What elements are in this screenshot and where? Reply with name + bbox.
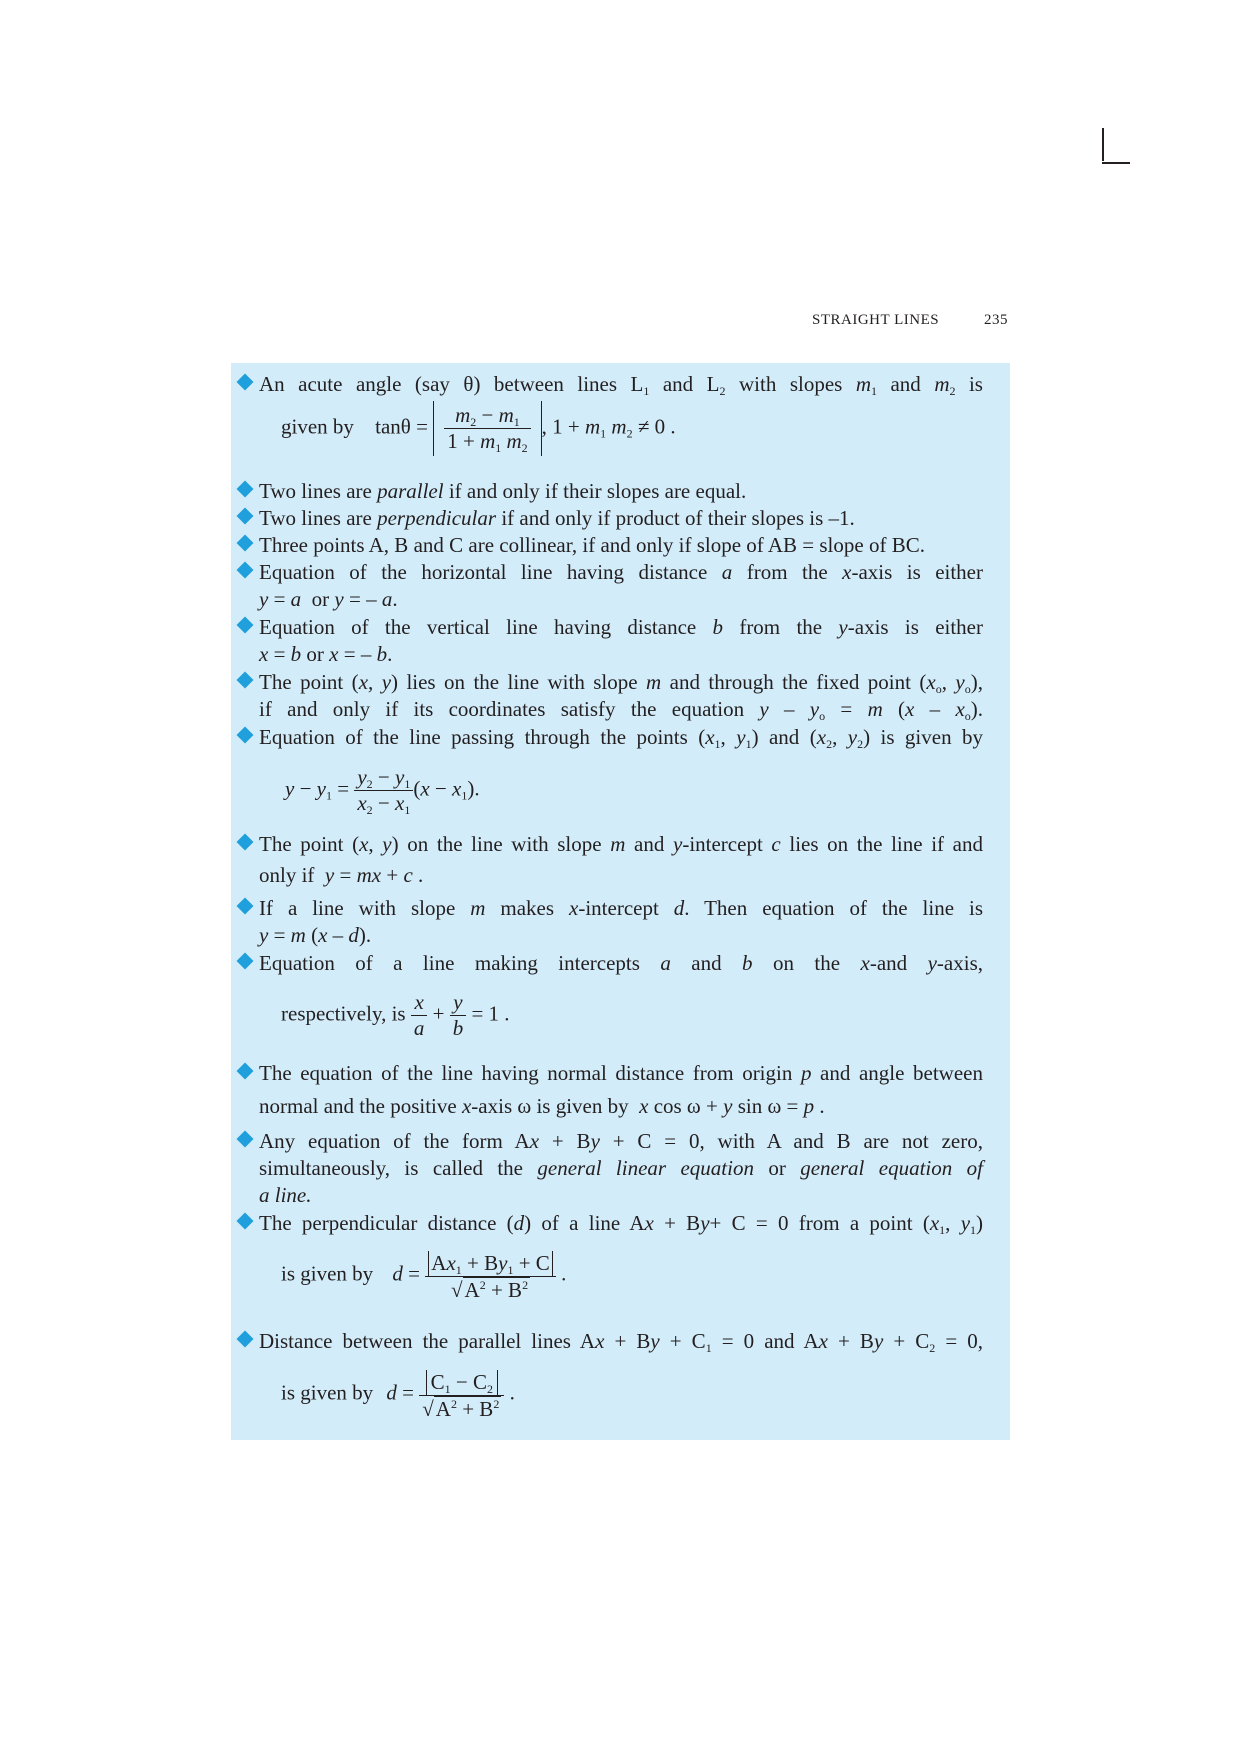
- summary-item-normal-form: The equation of the line having normal distance from origin p and angle between: [259, 1060, 983, 1087]
- diamond-bullet-icon: [237, 508, 254, 525]
- summary-item-general-equation-cont2: a line.: [259, 1183, 312, 1207]
- diamond-bullet-icon: [237, 1331, 254, 1348]
- diamond-bullet-icon: [237, 672, 254, 689]
- summary-item-parallel: Two lines are parallel if and only if their slopes are equal.: [259, 478, 983, 505]
- summary-item-slope-intercept-cont: only if y = mx + c .: [259, 863, 424, 887]
- diamond-bullet-icon: [237, 727, 254, 744]
- formula-perpendicular-distance: is given by d = $\frac{Ax_1 + By_1 + C}{√A^2 + B^2}$ .: [281, 1250, 567, 1302]
- formula-parallel-distance: is given by d = $\frac{C_1 - C_2}{√A^2 + B^2}$ .: [281, 1369, 515, 1421]
- diamond-bullet-icon: [237, 535, 254, 552]
- summary-item-perpendicular-distance: The perpendicular distance (d) of a line Ax + By+ C = 0 from a point ($x_1$, $y_1$): [259, 1210, 983, 1237]
- summary-item-vertical-line-cont: x = b or x = – b.: [259, 642, 393, 666]
- diamond-bullet-icon: [237, 481, 254, 498]
- running-title: STRAIGHT LINES: [812, 312, 940, 328]
- summary-item-slope-intercept: The point (x, y) on the line with slope m and y-intercept c lies on the line if and: [259, 831, 983, 858]
- diamond-bullet-icon: [237, 953, 254, 970]
- summary-item-parallel-distance: Distance between the parallel lines $Ax + By + C_1 = 0$ and $Ax + By + C_2 = 0$,: [259, 1328, 983, 1355]
- summary-item-horizontal-line: Equation of the horizontal line having distance a from the x-axis is either: [259, 559, 983, 586]
- summary-item-general-equation-cont: simultaneously, is called the general linear equation or general equation of: [259, 1156, 983, 1180]
- diamond-bullet-icon: [237, 898, 254, 915]
- formula-intercept-form: respectively, is $\frac{x}{a}$ + $\frac{y}{b}$ = 1 .: [281, 990, 510, 1040]
- summary-item-point-slope-cont: if and only if its coordinates satisfy the equation $y - y_o = m$ $(x - x_o)$.: [259, 697, 984, 723]
- summary-item-collinear: Three points A, B and C are collinear, if and only if slope of AB = slope of BC.: [259, 532, 983, 559]
- summary-item-horizontal-line-cont: y = a or y = – a.: [259, 587, 398, 611]
- crop-mark-horizontal: [1102, 162, 1130, 164]
- summary-item-point-slope: The point (x, y) lies on the line with slope m and through the fixed point ($x_o$, $y_o$),: [259, 669, 983, 696]
- crop-mark-vertical: [1102, 128, 1104, 161]
- summary-box: [231, 363, 1010, 1440]
- formula-angle: given by tanθ = $\frac{m_2 - m_1}{1 + m_1 m_2}$ , $1 + m_1$ $m_2 \ne 0$ .: [281, 403, 676, 455]
- formula-two-point: $y - y_1$ = $\frac{y_2 - y_1}{x_2 - x_1}$ $(x - x_1)$.: [285, 765, 480, 817]
- summary-item-angle: An acute angle (say θ) between lines $L_1$ and $L_2$ with slopes $m_1$ and $m_2$ is: [259, 371, 983, 398]
- diamond-bullet-icon: [237, 562, 254, 579]
- summary-item-normal-form-cont: normal and the positive x-axis ω is given by x cos ω + y sin ω = p .: [259, 1094, 825, 1118]
- summary-item-perpendicular: Two lines are perpendicular if and only if product of their slopes is –1.: [259, 505, 983, 532]
- summary-item-x-intercept: If a line with slope m makes x-intercept d. Then equation of the line is: [259, 895, 983, 922]
- diamond-bullet-icon: [237, 1063, 254, 1080]
- page-number: 235: [984, 312, 1008, 328]
- diamond-bullet-icon: [237, 1213, 254, 1230]
- diamond-bullet-icon: [237, 1131, 254, 1148]
- summary-item-vertical-line: Equation of the vertical line having distance b from the y-axis is either: [259, 614, 983, 641]
- diamond-bullet-icon: [237, 834, 254, 851]
- summary-item-intercept-form: Equation of a line making intercepts a and b on the x-and y-axis,: [259, 950, 983, 977]
- summary-item-two-point: Equation of the line passing through the points ($x_1$, $y_1$) and ($x_2$, $y_2$) is given by: [259, 724, 983, 751]
- summary-item-general-equation: Any equation of the form Ax + By + C = 0, with A and B are not zero,: [259, 1128, 983, 1155]
- diamond-bullet-icon: [237, 374, 254, 391]
- summary-item-x-intercept-cont: y = m (x – d).: [259, 923, 372, 947]
- diamond-bullet-icon: [237, 617, 254, 634]
